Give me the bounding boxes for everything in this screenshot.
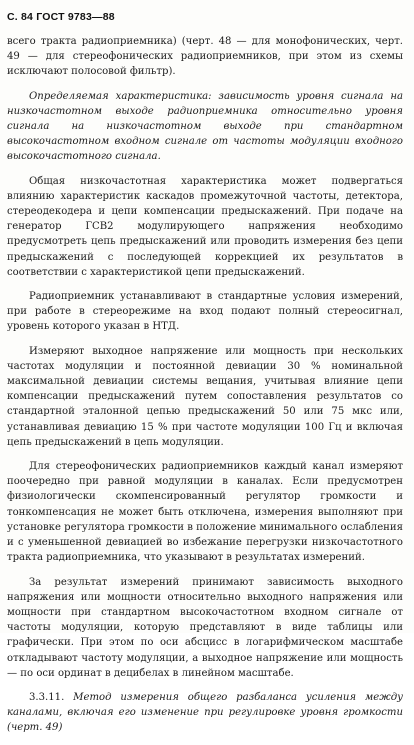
page-header: С. 84 ГОСТ 9783—88 xyxy=(7,11,115,23)
characteristic-lead: Определяемая характеристика: зависимость уровня сигнала на xyxy=(29,90,403,102)
paragraph-result: За результат измерений принимают зависимость выходного напряжения или мощности относительно выходного напряжения или мощности при стандартном высокочастотном входном сигнале от частоты модуляции, которую представляют в виде таблицы или графически. При этом по оси абсцисс в логарифмическом масштабе откладывают частоту модуляции, а выходное напряжение или мощность — по оси ординат в децибелах в линейном масштабе. xyxy=(7,576,403,679)
paragraph-measurement: Измеряют выходное напряжение или мощность при нескольких частотах модуляции и постоянной девиации 30 % номинальной максимальной девиации системы вещания, учитывая влияние цепи компенсации предыскажений путем сопоставления результатов со стандартной эталонной цепью предыскажений 50 или 75 мкс или, устанавливая девиацию 15 % при частоте модуляции 100 Гц и включая цепь предыскажений в цепь модуляции. xyxy=(7,345,403,448)
section-number: 3.3.11. xyxy=(29,691,65,703)
section-title: Метод измерения общего разбаланса усиления между каналами, включая его изменение при регулировке уровня громкости (черт. 49) xyxy=(7,691,403,734)
section-3-3-11 xyxy=(7,690,403,736)
paragraph-continuation: всего тракта радиоприемника) (черт. 48 — для монофонических, черт. 49 — для стереофонических радиоприемников, при этом из схемы исключают полосовой фильтр). xyxy=(7,36,403,78)
characteristic-text: низкочастотном выходе радиоприемника относительно уровня сигнала на низкочастотном выходе при стандартном высокочастотном входном сигнале от частоты модуляции входного высокочастотного сигнала. xyxy=(7,105,403,163)
paragraph-standard-conditions: Радиоприемник устанавливают в стандартные условия измерений, при работе в стереорежиме на вход подают полный стереосигнал, уровень которого указан в НТД. xyxy=(7,291,403,333)
paragraph-stereo: Для стереофонических радиоприемников каждый канал измеряют поочередно при равной модуляции в каналах. Если предусмотрен физиологически скомпенсированный регулятор громкости и тонкомпенсация не может быть отключена, измерения выполняют при установке регулятора громкости в положение минимального ослабления и с уменьшенной девиацией во избежание перегрузки низкочастотного тракта радиоприемника, что указывают в результатах измерений. xyxy=(7,461,403,564)
paragraph-general-response: Общая низкочастотная характеристика может подвергаться влиянию характеристик каскадов промежуточной частоты, детектора, стереодекодера и цепи компенсации предыскажений. При подаче на генератор ГСВ2 модулирующего напряжения необходимо предусмотреть цепь предыскажений или проводить измерения без цепи предыскажений с последующей коррекцией их результатов в соответствии с характеристикой цепи предыскажений. xyxy=(7,175,403,278)
paragraph-characteristic xyxy=(7,89,403,165)
document-body xyxy=(7,34,403,745)
